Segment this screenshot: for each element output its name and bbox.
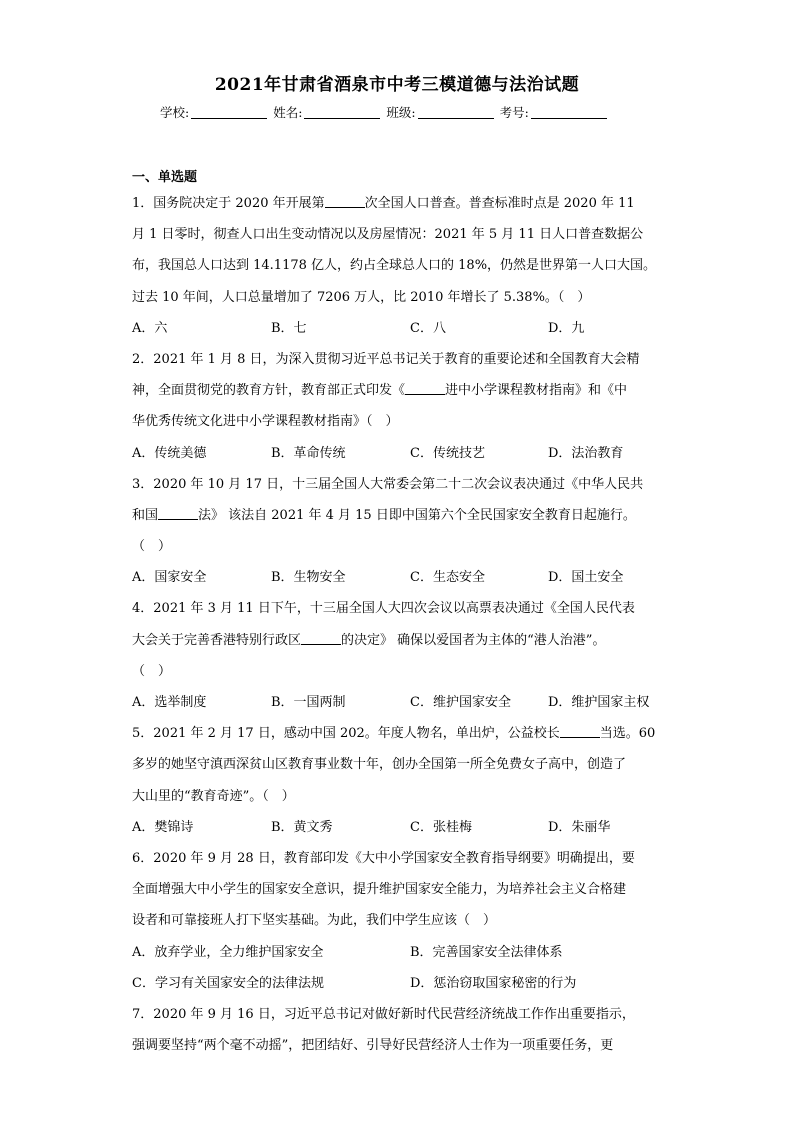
option-c[interactable]: C．张桂梅 — [410, 819, 472, 835]
question-line: （ ） — [132, 539, 172, 555]
option-b[interactable]: B．革命传统 — [271, 445, 346, 461]
option-d[interactable]: D．朱丽华 — [548, 819, 611, 835]
option-d[interactable]: D．法治教育 — [548, 445, 624, 461]
fill-blank — [405, 382, 445, 395]
option-a[interactable]: A．国家安全 — [132, 570, 207, 586]
option-b[interactable]: B．七 — [271, 320, 307, 336]
option-b[interactable]: B．黄文秀 — [271, 819, 333, 835]
option-c[interactable]: C．生态安全 — [410, 570, 485, 586]
option-a[interactable]: A．放弃学业，全力维护国家安全 — [132, 944, 324, 960]
name-blank[interactable] — [304, 105, 380, 119]
question-line: 神，全面贯彻党的教育方针，教育部正式印发《 进中小学课程教材指南》和《中 — [132, 383, 628, 399]
student-info-row — [160, 103, 609, 121]
school-label: 学校: — [160, 105, 190, 120]
option-b[interactable]: B．完善国家安全法律体系 — [410, 944, 563, 960]
option-a[interactable]: A．选举制度 — [132, 695, 207, 710]
option-a[interactable]: A．樊锦诗 — [132, 819, 194, 835]
question-line: 7．2020 年 9 月 16 日，习近平总书记对做好新时代民营经济统战工作作出重要指示， — [132, 1006, 635, 1022]
option-c[interactable]: C．学习有关国家安全的法律法规 — [132, 975, 324, 991]
question-line: 全面增强大中小学生的国家安全意识，提升维护国家安全能力，为培养社会主义合格建 — [132, 882, 627, 898]
options-row — [132, 438, 662, 469]
question-line: 2．2021 年 1 月 8 日，为深入贯彻习近平总书记关于教育的重要论述和全国教育大会精 — [132, 351, 640, 367]
option-d[interactable]: D．维护国家主权 — [548, 695, 650, 710]
fill-blank — [325, 195, 365, 208]
fill-blank — [301, 632, 341, 645]
question-line: 3．2020 年 10 月 17 日，十三届全国人大常委会第二十二次会议表决通过《中华人民共 — [132, 476, 644, 492]
option-a[interactable]: A．六 — [132, 320, 168, 336]
options-row — [132, 968, 662, 999]
option-d[interactable]: D．惩治窃取国家秘密的行为 — [410, 975, 577, 991]
question-line: （ ） — [132, 663, 172, 679]
question-line: 6．2020 年 9 月 28 日，教育部印发《大中小学国家安全教育指导纲要》明确提出，要 — [132, 850, 635, 866]
question-line: 过去 10 年间，人口总量增加了 7206 万人，比 2010 年增长了 5.38%。（ ） — [132, 289, 591, 305]
fill-blank — [560, 725, 600, 738]
exam-title: 2021年甘肃省酒泉市中考三模道德与法治试题 — [214, 75, 580, 95]
question-line: 4．2021 年 3 月 11 日下午，十三届全国人大四次会议以高票表决通过《全国人民代表 — [132, 601, 635, 617]
option-c[interactable]: C．维护国家安全 — [410, 695, 511, 710]
question-line: 和国 法》 该法自 2021 年 4 月 15 日即中国第六个全民国家安全教育日起施行。 — [132, 507, 636, 523]
section-heading: 一、单选题 — [132, 170, 198, 185]
question-line: 1．国务院决定于 2020 年开展第 次全国人口普查。普查标准时点是 2020 年 11 — [132, 196, 635, 211]
name-label: 姓名: — [273, 105, 303, 120]
options-row — [132, 687, 662, 718]
question-line: 华优秀传统文化进中小学课程教材指南》（ ） — [132, 414, 399, 430]
exam-no-label: 考号: — [499, 105, 529, 120]
options-row — [132, 562, 662, 593]
question-line: 5．2021 年 2 月 17 日，感动中国 202。年度人物名，单出炉，公益校长 当选。60 — [132, 726, 656, 742]
class-blank[interactable] — [418, 105, 494, 119]
question-line: 强调要坚持“两个毫不动摇”，把团结好、引导好民营经济人士作为一项重要任务，更 — [132, 1038, 614, 1054]
school-blank[interactable] — [191, 105, 267, 119]
question-list — [132, 188, 662, 1061]
option-c[interactable]: C．八 — [410, 320, 446, 336]
question-line: 设者和可靠接班人打下坚实基础。为此，我们中学生应该（ ） — [132, 913, 497, 929]
option-b[interactable]: B．生物安全 — [271, 570, 346, 586]
options-row — [132, 937, 662, 968]
option-b[interactable]: B．一国两制 — [271, 695, 346, 710]
fill-blank — [158, 507, 198, 520]
options-row — [132, 313, 662, 344]
exam-no-blank[interactable] — [531, 105, 607, 119]
option-d[interactable]: D．九 — [548, 320, 585, 336]
question-line: 大山里的“教育奇迹”。（ ） — [132, 788, 295, 804]
option-a[interactable]: A．传统美德 — [132, 445, 207, 461]
class-label: 班级: — [386, 105, 416, 120]
options-row — [132, 812, 662, 843]
option-c[interactable]: C．传统技艺 — [410, 445, 485, 461]
question-line: 多岁的她坚守滇西深贫山区教育事业数十年，创办全国第一所全免费女子高中，创造了 — [132, 757, 627, 773]
question-line: 大会关于完善香港特别行政区 的决定》 确保以爱国者为主体的“港人治港”。 — [132, 632, 606, 648]
question-line: 月 1 日零时，彻查人口出生变动情况以及房屋情况：2021 年 5 月 11 日人口普查数据公 — [132, 227, 644, 243]
option-d[interactable]: D．国土安全 — [548, 570, 624, 586]
question-line: 布，我国总人口达到 14.1178 亿人，约占全球总人口的 18%，仍然是世界第一人口大国。 — [132, 258, 657, 274]
